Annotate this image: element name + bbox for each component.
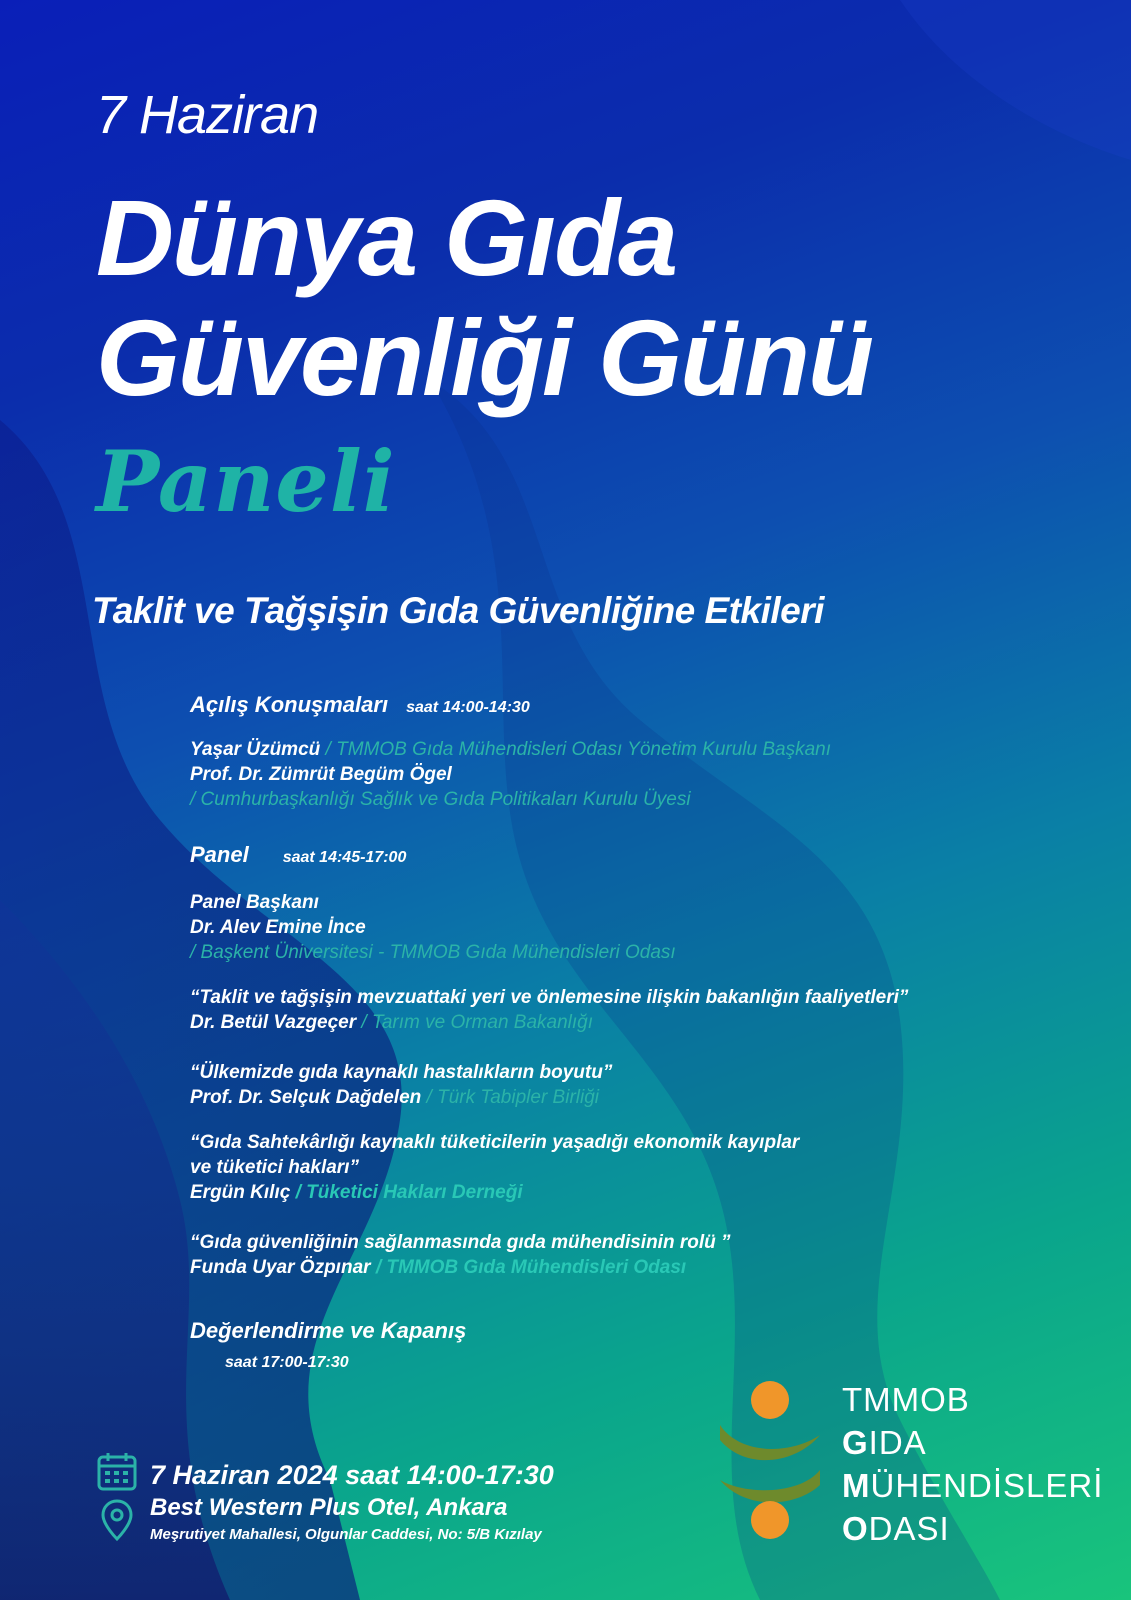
title-line-2: Güvenliği Günü	[96, 297, 872, 418]
opening-time: saat 14:00-14:30	[406, 699, 530, 716]
talk-speaker-row	[190, 1180, 523, 1205]
panel-heading: Panel	[190, 842, 249, 867]
logo-line-1: TMMOB	[842, 1381, 970, 1418]
closing-time: saat 17:00-17:30	[225, 1354, 349, 1371]
talk-speaker-row	[190, 1255, 686, 1280]
tmmob-logo-mark	[715, 1380, 825, 1540]
title-line-1: Dünya Gıda	[96, 177, 677, 298]
talk-title: “Ülkemizde gıda kaynaklı hastalıkların boyutu”	[190, 1062, 613, 1083]
panel-section	[190, 842, 406, 870]
talk-speaker-row	[190, 1010, 593, 1035]
speaker-name: Yaşar Üzümcü	[190, 739, 321, 760]
speaker-institution: / Cumhurbaşkanlığı Sağlık ve Gıda Politikaları Kurulu Üyesi	[190, 789, 691, 810]
panel-subtitle: Taklit ve Tağşişin Gıda Güvenliğine Etkileri	[92, 590, 824, 631]
speaker-name: Prof. Dr. Zümrüt Begüm Ögel	[190, 764, 452, 785]
closing-heading: Değerlendirme ve Kapanış	[190, 1318, 467, 1343]
opening-heading: Açılış Konuşmaları	[190, 692, 389, 717]
footer-address: Meşrutiyet Mahallesi, Olgunlar Caddesi, No: 5/B Kızılay	[150, 1526, 542, 1543]
talk-speaker: Funda Uyar Özpınar	[190, 1257, 371, 1278]
logo-line-3: MÜHENDİSLERİ	[842, 1467, 1104, 1504]
chair-name: Dr. Alev Emine İnce	[190, 917, 366, 938]
talk-title: “Gıda Sahtekârlığı kaynaklı tüketicilerin yaşadığı ekonomik kayıplar	[190, 1132, 800, 1153]
talk-speaker-row	[190, 1085, 599, 1110]
talk-speaker: Dr. Betül Vazgeçer	[190, 1012, 357, 1033]
talk-title-continued: ve tüketici hakları”	[190, 1157, 359, 1178]
panel-time: saat 14:45-17:00	[282, 849, 407, 866]
logo-line-2: GIDA	[842, 1424, 927, 1461]
talk-title: “Gıda güvenliğinin sağlanmasında gıda mühendisinin rolü ”	[190, 1232, 731, 1253]
footer-date-time: 7 Haziran 2024 saat 14:00-17:30	[150, 1460, 554, 1490]
talk-institution: / Tüketici Hakları Derneği	[295, 1182, 523, 1203]
event-date-heading: 7 Haziran	[96, 85, 319, 145]
logo-line-4: ODASI	[842, 1510, 950, 1547]
speaker-row	[190, 737, 831, 762]
opening-section	[190, 692, 530, 720]
calendar-icon	[96, 1450, 138, 1492]
talk-institution: / TMMOB Gıda Mühendisleri Odası	[375, 1257, 687, 1278]
talk-speaker: Ergün Kılıç	[190, 1182, 291, 1203]
chair-label: Panel Başkanı	[190, 892, 319, 913]
location-pin-icon	[100, 1498, 134, 1542]
tmmob-logo-text	[842, 1378, 1103, 1550]
talk-institution: / Türk Tabipler Birliği	[426, 1087, 599, 1108]
title-script-word: Paneli	[96, 432, 396, 531]
chair-institution: / Başkent Üniversitesi - TMMOB Gıda Mühendisleri Odası	[190, 942, 676, 963]
speaker-institution: / TMMOB Gıda Mühendisleri Odası Yönetim Kurulu Başkanı	[325, 739, 832, 760]
talk-speaker: Prof. Dr. Selçuk Dağdelen	[190, 1087, 422, 1108]
footer-venue: Best Western Plus Otel, Ankara	[150, 1494, 508, 1521]
talk-title: “Taklit ve tağşişin mevzuattaki yeri ve önlemesine ilişkin bakanlığın faaliyetleri”	[190, 987, 909, 1008]
talk-institution: / Tarım ve Orman Bakanlığı	[361, 1012, 594, 1033]
